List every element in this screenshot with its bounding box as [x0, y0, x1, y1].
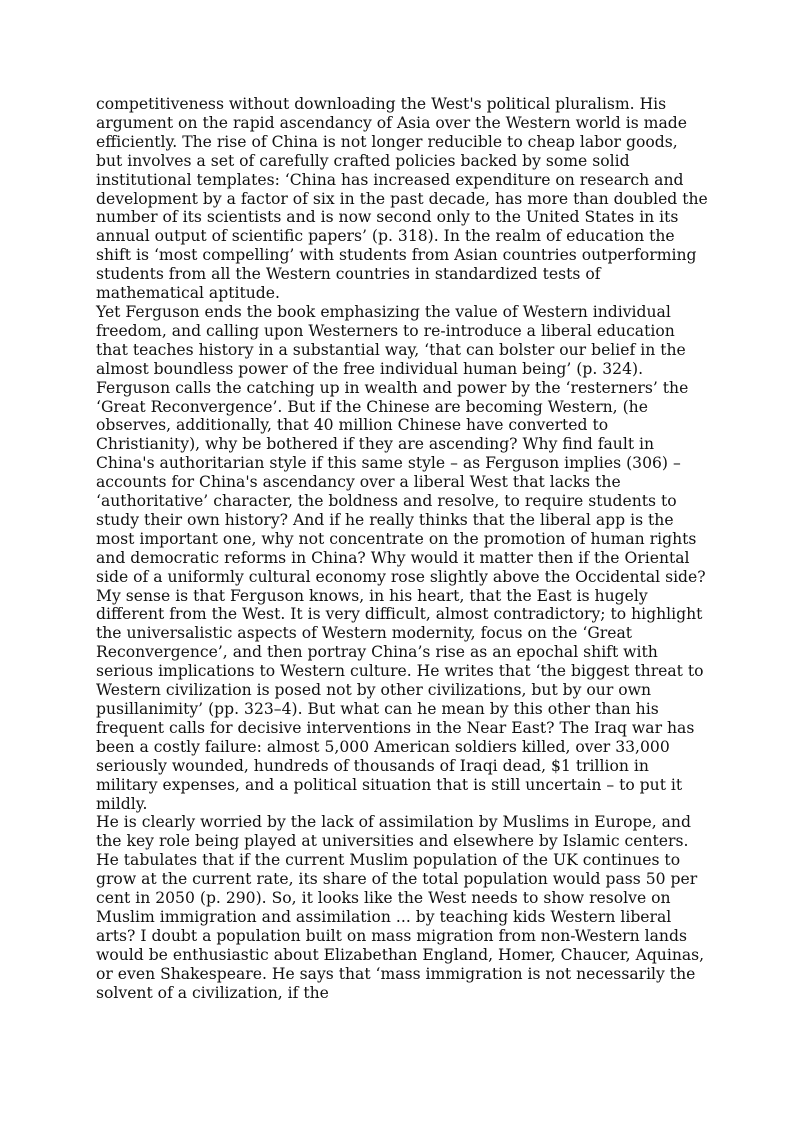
- paragraph-4: He is clearly worried by the lack of assimilation by Muslims in Europe, and the key role being played at universities and elsewhere by Islamic centers. He tabulates that if the current Muslim population of the UK continues to grow at the current rate, its share of the total population would pass 50 per cent in 2050 (p. 290). So, it looks like the West needs to show resolve on Muslim immigration and assimilation ... by teaching kids Western liberal arts? I doubt a population built on mass migration from non-Western lands would be enthusiastic about Elizabethan England, Homer, Chaucer, Aquinas, or even Shakespeare. He says that ‘mass immigration is not necessarily the solvent of a civilization, if the: [96, 813, 705, 1002]
- paragraph-1: competitiveness without downloading the West's political pluralism. His argument on the rapid ascendancy of Asia over the Western world is made efficiently. The rise of China is not longer reducible to cheap labor goods, but involves a set of carefully crafted policies backed by some solid institutional templates: ‘China has increased expenditure on research and development by a factor of six in the past decade, has more than doubled the number of its scientists and is now second only to the United States in its annual output of scientific papers’ (p. 318). In the realm of education the shift is ‘most compelling’ with students from Asian countries outperforming students from all the Western countries in standardized tests of mathematical aptitude.: [96, 95, 708, 303]
- document-body: [96, 95, 708, 1003]
- paragraph-3: My sense is that Ferguson knows, in his heart, that the East is hugely different from the West. It is very difficult, almost contradictory; to highlight the universalistic aspects of Western modernity, focus on the ‘Great Reconvergence’, and then portray China’s rise as an epochal shift with serious implications to Western culture. He writes that ‘the biggest threat to Western civilization is posed not by other civilizations, but by our own pusillanimity’ (pp. 323–4). But what can he mean by this other than his frequent calls for decisive interventions in the Near East? The Iraq war has been a costly failure: almost 5,000 American soldiers killed, over 33,000 seriously wounded, hundreds of thousands of Iraqi dead, $1 trillion in military expenses, and a political situation that is still uncertain – to put it mildly.: [96, 586, 704, 813]
- paragraph-2: Yet Ferguson ends the book emphasizing the value of Western individual freedom, and calling upon Westerners to re-introduce a liberal education that teaches history in a substantial way, ‘that can bolster our belief in the almost boundless power of the free individual human being’ (p. 324). Ferguson calls the catching up in wealth and power by the ‘resterners’ the ‘Great Reconvergence’. But if the Chinese are becoming Western, (he observes, additionally, that 40 million Chinese have converted to Christianity), why be bothered if they are ascending? Why find fault in China's authoritarian style if this same style – as Ferguson implies (306) – accounts for China's ascendancy over a liberal West that lacks the ‘authoritative’ character, the boldness and resolve, to require students to study their own history? And if he really thinks that the liberal app is the most important one, why not concentrate on the promotion of human rights and democratic reforms in China? Why would it matter then if the Oriental side of a uniformly cultural economy rose slightly above the Occidental side?: [96, 302, 706, 586]
